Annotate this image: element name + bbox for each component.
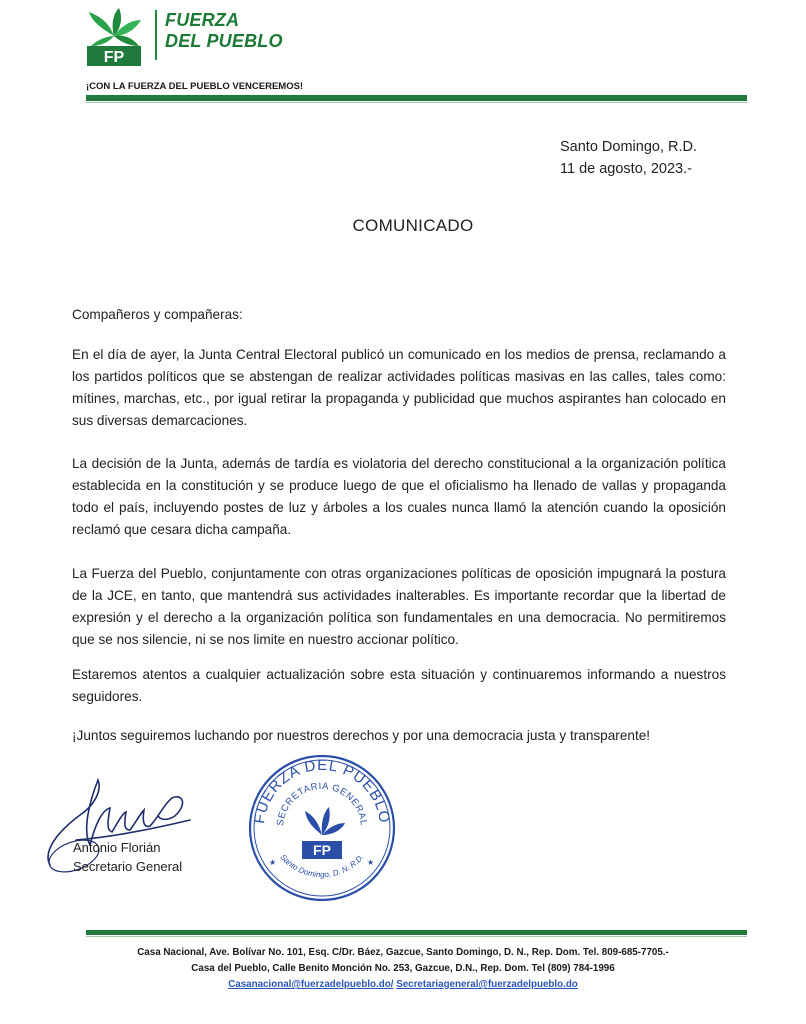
party-name-line1: FUERZA	[165, 10, 240, 30]
slogan: ¡CON LA FUERZA DEL PUEBLO VENCEREMOS!	[86, 81, 304, 92]
seal-bottom-text: Santo Domingo, D. N. R.D.	[278, 852, 366, 880]
svg-text:SECRETARIA GENERAL	[275, 781, 369, 827]
place-date	[560, 136, 697, 180]
party-logo	[83, 6, 145, 68]
paragraph-5: ¡Juntos seguiremos luchando por nuestros derechos y por una democracia justa y transparente!	[72, 728, 651, 743]
document-title: COMUNICADO	[352, 216, 474, 235]
svg-text:★: ★	[269, 858, 277, 867]
svg-text:★: ★	[367, 858, 375, 867]
date: 11 de agosto, 2023.-	[560, 161, 692, 177]
logo-separator	[155, 10, 157, 60]
email-link-secretaria[interactable]: Secretariageneral@fuerzadelpueblo.do	[396, 979, 578, 990]
seal-initials: FP	[313, 842, 331, 858]
official-seal	[247, 753, 397, 903]
header-rule	[86, 95, 747, 101]
party-name	[165, 10, 283, 52]
paragraph-2: La decisión de la Junta, además de tardía es violatoria del derecho constitucional a la organización política establecida en la constitución y se produce luego de que el oficialismo ha llenado de vallas y propaganda todo el país, incluyendo postes de luz y árboles a los cuales nunca llamó la atención cuando la oposición reclamó que cesara dicha campaña.	[72, 456, 726, 537]
footer-address-1: Casa Nacional, Ave. Bolívar No. 101, Esq. C/Dr. Báez, Gazcue, Santo Domingo, D. N., Rep. Dom. Tel. 809-685-7705.-	[137, 947, 669, 958]
footer-emails	[0, 979, 806, 990]
paragraph-3: La Fuerza del Pueblo, conjuntamente con otras organizaciones políticas de oposición impugnará la postura de la JCE, en tanto, que mantendrá sus actividades inalterables. Es importante recordar que la libertad de expresión y el derecho a la organización política son fundamentales en una democracia. No permitiremos que se nos silencie, ni se nos limite en nuestro accionar político.	[72, 566, 726, 647]
seal-inner-text: SECRETARIA GENERAL	[274, 780, 370, 827]
party-name-line2: DEL PUEBLO	[165, 31, 283, 51]
header-rule-thin	[86, 102, 747, 103]
paragraph-1: En el día de ayer, la Junta Central Electoral publicó un comunicado en los medios de prensa, reclamando a los partidos políticos que se abstengan de realizar actividades políticas masivas en las calles, tales como: mítines, marchas, etc., por igual retirar la propaganda y publicidad que muchos aspirantes han colocado en sus diversas demarcaciones.	[72, 347, 726, 428]
place: Santo Domingo, R.D.	[560, 139, 698, 155]
footer-rule-thin	[86, 936, 747, 937]
email-link-casanacional[interactable]: Casanacional@fuerzadelpueblo.do/	[228, 979, 394, 990]
footer-address-2: Casa del Pueblo, Calle Benito Monción No. 253, Gazcue, D.N., Rep. Dom. Tel (809) 784-1996	[191, 963, 615, 974]
paragraph-4: Estaremos atentos a cualquier actualización sobre esta situación y continuaremos informando a nuestros seguidores.	[72, 667, 726, 704]
signer-title: Secretario General	[73, 859, 183, 874]
salutation: Compañeros y compañeras:	[72, 307, 243, 322]
footer-rule	[86, 930, 747, 935]
signer-name: Antonio Florián	[73, 840, 161, 855]
seal-outer-text: FUERZA DEL PUEBLO	[251, 756, 394, 825]
logo-initials: FP	[103, 49, 125, 66]
